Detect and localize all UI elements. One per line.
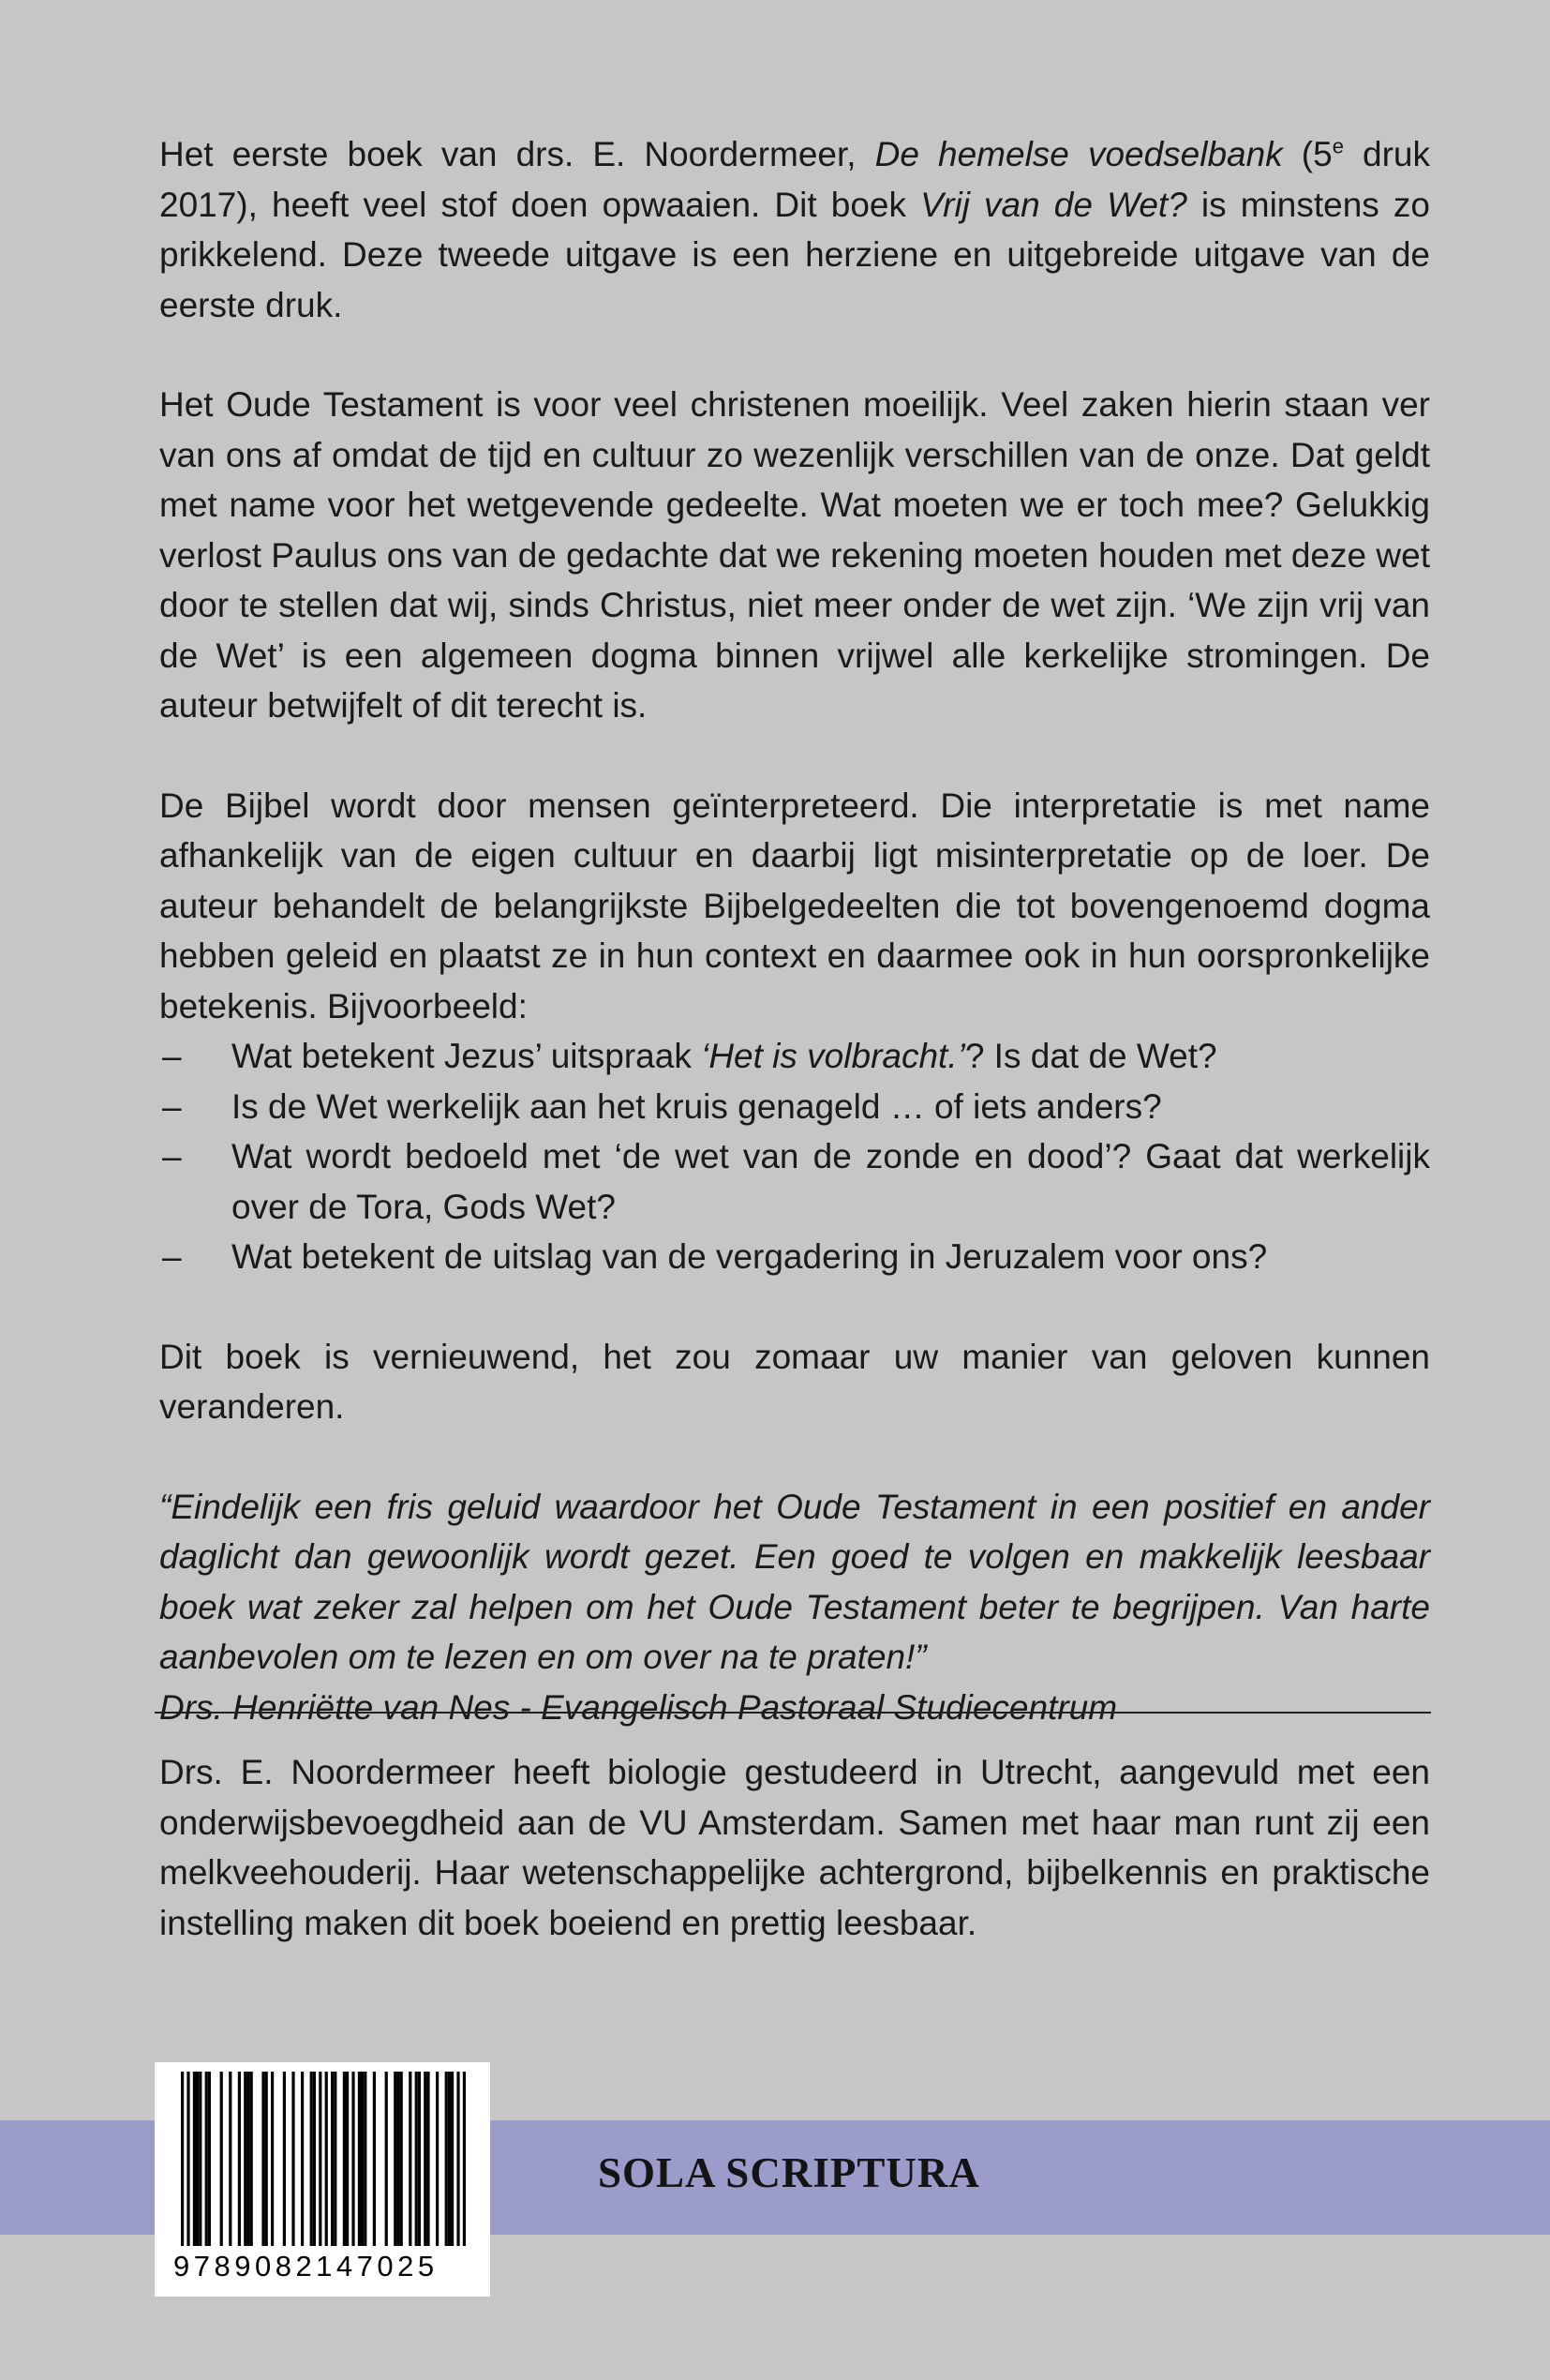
publisher-name: SOLA SCRIPTURA — [598, 2149, 980, 2196]
barcode-bar — [385, 2072, 388, 2246]
barcode-bar — [229, 2072, 231, 2246]
barcode-bar — [265, 2072, 268, 2246]
barcode-bar — [193, 2072, 196, 2246]
barcode-bar — [220, 2072, 223, 2246]
barcode-bar — [319, 2072, 321, 2246]
list-item: – Wat wordt bedoeld met ‘de wet van de zonde en dood’? Gaat dat werkelijk over de Tora, Gods Wet? — [159, 1131, 1430, 1232]
list-item: – Wat betekent Jezus’ uitspraak ‘Het is volbracht.’? Is dat de Wet? — [159, 1031, 1430, 1082]
paragraph-interpretation: De Bijbel wordt door mensen geïnterpreteerd. Die interpretatie is met name afhankelijk van de eigen cultuur en daarbij ligt misinterpretatie op de loer. De auteur behandelt de belangrijkste Bijbelgedeelten die tot bovengenoemd dogma hebben geleid en plaatst ze in hun context en daarmee ook in hun oorspronkelijke betekenis. Bijvoorbeeld: — [159, 786, 1430, 1025]
barcode-bar — [346, 2072, 349, 2246]
barcode-bar — [196, 2072, 199, 2246]
barcode-bar — [364, 2072, 366, 2246]
author-bio: Drs. E. Noordermeer heeft biologie gestudeerd in Utrecht, aangevuld met een onderwijsbevoegdheid aan de VU Amsterdam. Samen met haar man runt zij een melkveehouderij. Haar wetenschappelijke achtergrond, bijbelkennis en praktische instelling maken dit boek boeiend en prettig leesbaar. — [159, 1753, 1430, 1942]
barcode-bar — [238, 2072, 241, 2246]
barcode-bar — [291, 2072, 294, 2246]
barcode-bar — [271, 2072, 274, 2246]
barcode-bar — [351, 2072, 354, 2246]
barcode-bar — [246, 2072, 249, 2246]
barcode-bar — [426, 2072, 429, 2246]
question-list — [159, 1031, 1430, 1282]
barcode-bar — [325, 2072, 328, 2246]
barcode-bar — [400, 2072, 403, 2246]
barcode-bar — [456, 2072, 459, 2246]
barcode-bar — [394, 2072, 396, 2246]
review-attribution: Drs. Henriëtte van Nes - Evangelisch Pastoraal Studiecentrum — [159, 1687, 1118, 1727]
barcode-bar — [313, 2072, 316, 2246]
list-item: – Wat betekent de uitslag van de vergadering in Jeruzalem voor ons? — [159, 1232, 1430, 1282]
barcode-bar — [181, 2072, 184, 2246]
barcode-bar — [343, 2072, 346, 2246]
barcode-bar — [310, 2072, 313, 2246]
barcode-bar — [205, 2072, 208, 2246]
review-quote: “Eindelijk een fris geluid waardoor het Oude Testament in een positief en ander daglicht dan gewoonlijk wordt gezet. Een goed te volgen en makkelijk leesbaar boek wat zeker zal helpen om het Oude Testament beter te begrijpen. Van harte aanbevolen om te lezen en om over na te praten!” — [159, 1487, 1430, 1676]
barcode-bar — [424, 2072, 426, 2246]
barcode-bar — [334, 2072, 336, 2246]
back-cover-text — [159, 129, 1430, 1732]
barcode-bar — [261, 2072, 264, 2246]
barcode-bar — [331, 2072, 334, 2246]
barcode-bar — [186, 2072, 189, 2246]
barcode-bar — [373, 2072, 376, 2246]
book-title-first: De hemelse voedselbank — [874, 135, 1283, 173]
dash-bullet: – — [162, 1137, 182, 1175]
isbn-barcode — [155, 2062, 490, 2297]
barcode-bar — [451, 2072, 454, 2246]
dash-bullet: – — [162, 1237, 182, 1276]
barcode-bar — [361, 2072, 364, 2246]
isbn-number: 9789082147025 — [173, 2250, 439, 2283]
dash-bullet: – — [162, 1037, 182, 1075]
barcode-bar — [358, 2072, 361, 2246]
barcode-bar — [250, 2072, 253, 2246]
divider-line — [155, 1712, 1431, 1714]
barcode-bar — [244, 2072, 246, 2246]
barcode-bar — [418, 2072, 421, 2246]
book-title-current: Vrij van de Wet? — [920, 185, 1187, 224]
barcode-bar — [463, 2072, 466, 2246]
barcode-bar — [448, 2072, 451, 2246]
barcode-bar — [409, 2072, 411, 2246]
dash-bullet: – — [162, 1086, 182, 1126]
barcode-bar — [301, 2072, 304, 2246]
barcode-bar — [445, 2072, 448, 2246]
paragraph-conclusion: Dit boek is vernieuwend, het zou zomaar uw manier van geloven kunnen veranderen. — [159, 1337, 1430, 1426]
paragraph-old-testament: Het Oude Testament is voor veel christenen moeilijk. Veel zaken hierin staan ver van ons af omdat de tijd en cultuur zo wezenlijk verschillen van de onze. Dat geldt met name voor het wetgevende gedeelte. Wat moeten we er toch mee? Gelukkig verlost Paulus ons van de gedachte dat we rekening moeten houden met deze wet door te stellen dat wij, sinds Christus, niet meer onder de wet zijn. ‘We zijn vrij van de Wet’ is een algemeen dogma binnen vrijwel alle kerkelijke stromingen. De auteur betwijfelt of dit terecht is. — [159, 385, 1430, 725]
barcode-bar — [283, 2072, 286, 2246]
barcode-bar — [199, 2072, 201, 2246]
edition-superscript: e — [1332, 134, 1344, 158]
list-item: – Is de Wet werkelijk aan het kruis genageld … of iets anders? — [159, 1082, 1430, 1132]
intro-paragraph: Het eerste boek van drs. E. Noordermeer, De hemelse voedselbank (5e druk 2017), heeft veel stof doen opwaaien. Dit boek Vrij van de Wet? is minstens zo prikkelend. Deze tweede uitgave is een herziene en uitgebreide uitgave van de eerste druk. — [159, 134, 1431, 324]
barcode-bar — [396, 2072, 399, 2246]
barcode-bar — [436, 2072, 439, 2246]
barcode-bar — [208, 2072, 211, 2246]
barcode-bar — [415, 2072, 418, 2246]
